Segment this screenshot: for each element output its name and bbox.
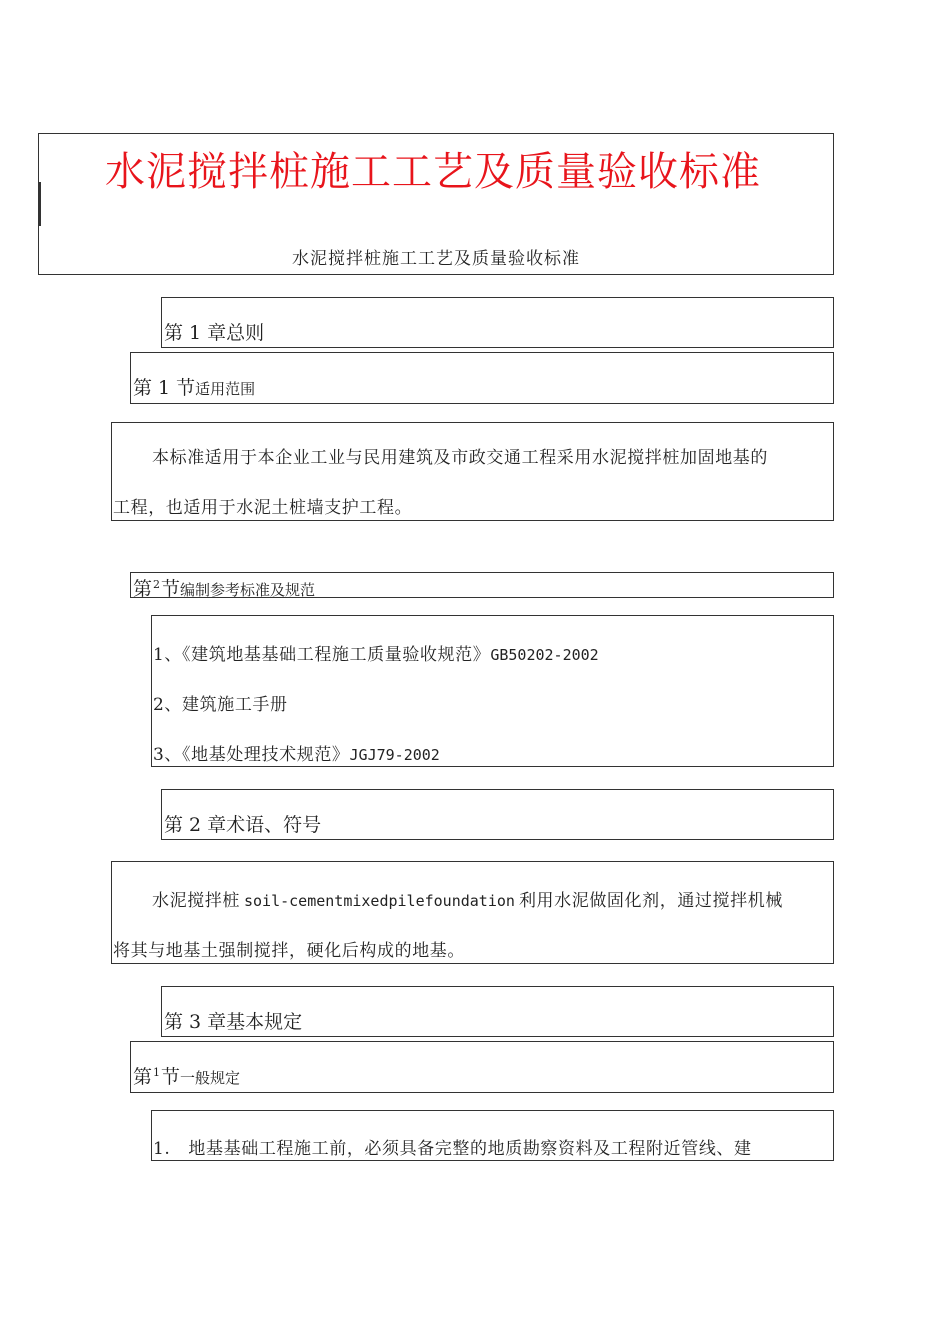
chapter-3-section-1-box <box>130 1041 834 1093</box>
references-box <box>151 615 834 767</box>
section-1-heading <box>133 373 255 400</box>
chapter-3-section-1-heading <box>133 1062 240 1089</box>
title-block <box>38 133 834 275</box>
ch3-section-1-prefix-a: 第 <box>133 1066 153 1088</box>
ch3-section-1-prefix-b: 节 <box>161 1066 181 1088</box>
section-2-number: 2 <box>153 578 161 591</box>
chapter-3-box <box>161 986 834 1037</box>
section-1-box <box>130 352 834 404</box>
term-definition-start: 利用水泥做固化剂，通过搅拌机械 <box>518 891 783 911</box>
reference-1-text: 1、《建筑地基基础工程施工质量验收规范》 <box>153 645 491 665</box>
ch3-section-1-title: 一般规定 <box>180 1069 241 1087</box>
reference-2-text: 2、建筑施工手册 <box>153 695 288 715</box>
chapter-1-heading: 第 1 章总则 <box>164 322 265 344</box>
term-name: 水泥搅拌桩 <box>152 891 240 911</box>
chapter-2-heading: 第 2 章术语、符号 <box>164 814 322 836</box>
section-2-title: 编制参考标准及规范 <box>180 581 316 599</box>
scope-line-1: 本标准适用于本企业工业与民用建筑及市政交通工程采用水泥搅拌桩加固地基的 <box>152 448 768 468</box>
section-1-prefix: 第 1 节 <box>133 377 196 399</box>
section-2-prefix-a: 第 <box>133 578 153 600</box>
chapter-3-heading: 第 3 章基本规定 <box>164 1011 303 1033</box>
reference-1-code: GB50202-2002 <box>490 646 599 664</box>
main-title: 水泥搅拌桩施工工艺及质量验收标准 <box>105 149 761 195</box>
section-2-heading <box>133 574 315 601</box>
chapter-2-box <box>161 789 834 840</box>
scope-line-2: 工程，也适用于水泥土桩墙支护工程。 <box>113 498 413 518</box>
term-line-2: 将其与地基土强制搅拌，硬化后构成的地基。 <box>113 941 465 961</box>
section-1-title: 适用范围 <box>195 380 256 398</box>
section-2-prefix-b: 节 <box>161 578 181 600</box>
term-paragraph-box <box>111 861 834 964</box>
reference-item-2 <box>153 690 288 715</box>
ch3-section-1-number: 1 <box>153 1066 161 1079</box>
scope-paragraph-box <box>111 422 834 521</box>
term-english: soil-cementmixedpilefoundation <box>244 892 515 910</box>
rule-1-number: 1. <box>153 1139 171 1159</box>
title-left-rule <box>38 182 41 226</box>
reference-3-code: JGJ79-2002 <box>349 746 440 764</box>
rule-1 <box>153 1134 752 1159</box>
subtitle: 水泥搅拌桩施工工艺及质量验收标准 <box>292 249 580 269</box>
chapter-1-box <box>161 297 834 348</box>
rule-1-text: 地基基础工程施工前，必须具备完整的地质勘察资料及工程附近管线、建 <box>188 1139 752 1159</box>
section-2-box <box>130 572 834 598</box>
rule-1-box <box>151 1110 834 1161</box>
term-line-1 <box>152 886 783 911</box>
reference-3-text: 3、《地基处理技术规范》 <box>153 745 350 765</box>
reference-item-1 <box>153 640 599 665</box>
reference-item-3 <box>153 740 440 765</box>
